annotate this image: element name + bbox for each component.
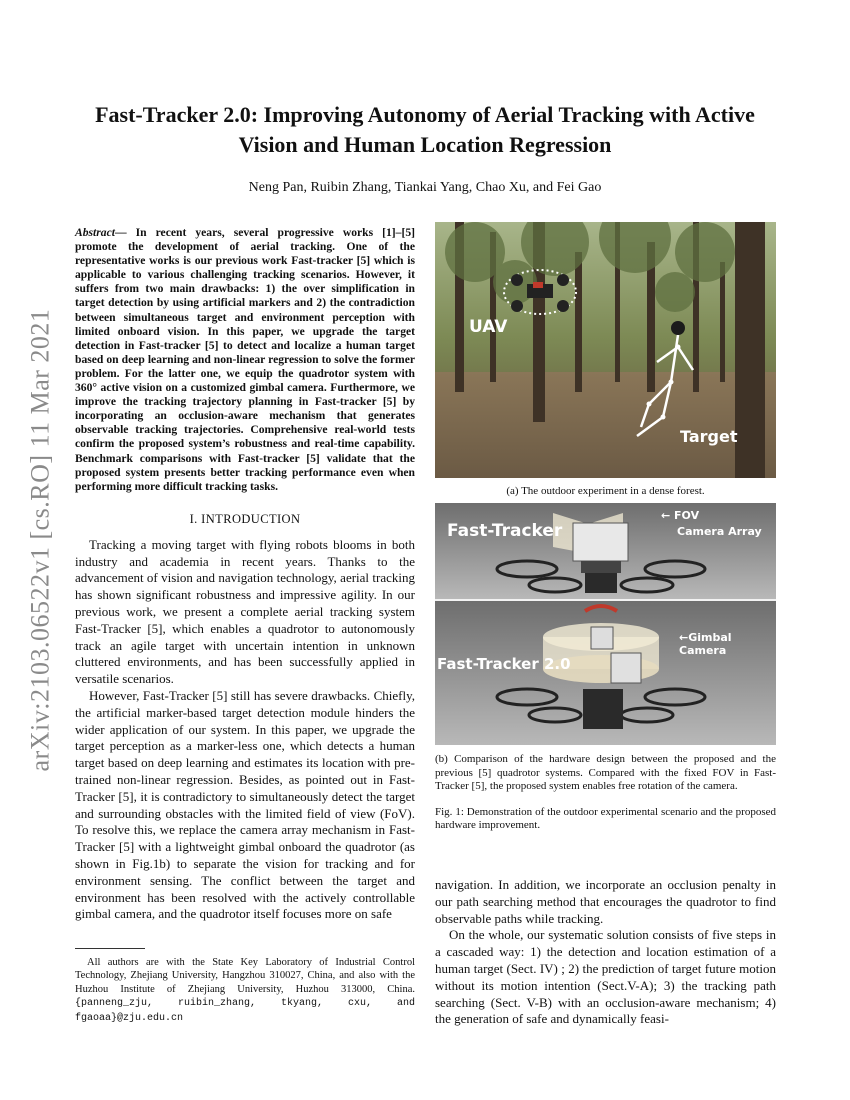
footnote-affiliation: All authors are with the State Key Laboratory of Industrial Control Technology, Zhejiang University, Hangzhou 310027, China, and also with the Huzhou Institute of Zhejiang University, Huzhou 313000, China. xyxy=(75,957,415,995)
intro-paragraph-2: However, Fast-Tracker [5] still has severe drawbacks. Chiefly, the artificial marker-based target detection module hinders the wider application of our system. In this paper, we upgrade the target perception as a marker-less one, which detects a human target based on deep learning and estimates its location with pre-trained non-linear regression. Besides, as pointed out in Fast-Tracker [5], it is contradictory to simultaneously detect the target and surrounding obstacles with the limited field of view (FoV). To resolve this, we replace the camera array mechanism in Fast-Tracker [5] with a lightweight gimbal onboard the quadrotor (as shown in Fig.1b) to separate the vision for tracking and for environment sensing. The conflict between the target and environment has been resolved with the actively controllable gimbal camera, and the quadrotor itself focuses more on safe xyxy=(75,687,415,922)
footnote-divider xyxy=(75,948,145,949)
paper-title-line-1: Fast-Tracker 2.0: Improving Autonomy of Aerial Tracking with Active xyxy=(95,102,755,127)
forest-experiment-photo xyxy=(435,222,776,478)
footnote-emails: {panneng_zju, ruibin_zhang, tkyang, cxu, and fgaoaa}@zju.edu.cn xyxy=(75,998,415,1024)
uav-label: UAV xyxy=(469,317,508,337)
fov-label: ← FOV xyxy=(661,509,700,522)
arxiv-identifier xyxy=(20,280,60,800)
intro-paragraph-1: Tracking a moving target with flying robots blooms in both industry and academia in recent years. Thanks to the advancement of vision and navigation technology, aerial tracking has shown significant robustness and impressive agility. In our previous work, we present a complete aerial tracking system Fast-Tracker [5], which enables a quadrotor to autonomously track an agile target with uncertain intention in unknown cluttered environments, and has been successfully applied in versatile scenarios. xyxy=(75,536,415,687)
abstract-body: — In recent years, several progressive works [1]–[5] promote the development of aerial tracking. One of the representative works is our previous work Fast-tracker [5] which is applicable to various challenging tracking scenarios. However, it suffers from two main drawbacks: 1) the over simplification in target detection by using artificial markers and 2) the contradiction between simultaneous target and environment perception with limited onboard vision. In this paper, we upgrade the target detection in Fast-tracker [5] to detect and localize a human target based on deep learning and non-linear regression to solve the former problem. For the latter one, we equip the quadrotor system with 360° active vision on a customized gimbal camera. Furthermore, we improve the tracking trajectory planning in Fast-tracker [5] by incorporating an occlusion-aware mechanism that generates observable tracking trajectories. Comprehensive real-world tests confirm the proposed system’s robustness and real-time capability. Benchmark comparisons with Fast-tracker [5] validate that the proposed system presents better tracking performance even when performing more difficult tracking tasks. xyxy=(75,226,415,493)
author-list: Neng Pan, Ruibin Zhang, Tiankai Yang, Chao Xu, and Fei Gao xyxy=(248,180,602,195)
right-paragraph-1: navigation. In addition, we incorporate an occlusion penalty in our path searching method that encourages the quadrotor to find observable paths while tracking. xyxy=(435,877,776,926)
gimbal-camera-label: ←Gimbal Camera xyxy=(679,631,732,657)
right-paragraph-2: On the whole, our systematic solution consists of five steps in a cascaded way: 1) the detection and location estimation of a human target (Sect. IV) ; 2) the prediction of target future motion without its motion intention (Sect.V-A); 3) the tracking path searching (Sect. V-B) with an occlusion-aware mechanism; 4) the generation of safe and dynamically feasi- xyxy=(435,927,776,1027)
figure-1-caption: Fig. 1: Demonstration of the outdoor experimental scenario and the proposed hardware improvement. xyxy=(435,805,776,832)
author-affiliation-footnote xyxy=(75,956,415,1025)
fast-tracker-label: Fast-Tracker xyxy=(447,521,563,541)
paper-title xyxy=(70,100,780,160)
arxiv-identifier-text: arXiv:2103.06522v1 [cs.RO] 11 Mar 2021 xyxy=(25,308,54,772)
fast-tracker-2-label: Fast-Tracker 2.0 xyxy=(437,655,571,673)
abstract xyxy=(75,226,415,494)
abstract-label: Abstract xyxy=(75,226,115,239)
target-label: Target xyxy=(680,427,738,446)
right-column-text xyxy=(435,877,776,1028)
left-column xyxy=(75,226,415,923)
subcaption-b: (b) Comparison of the hardware design between the proposed and the previous [5] quadrotor systems. Compared with the fixed FOV in Fast-Tracker [5], the proposed system enables free rotation of the camera. xyxy=(435,753,776,793)
camera-array-label: Camera Array xyxy=(677,525,762,538)
section-heading-introduction: I. INTRODUCTION xyxy=(189,511,301,526)
subcaption-a: (a) The outdoor experiment in a dense forest. xyxy=(506,485,705,497)
paper-title-line-2: Vision and Human Location Regression xyxy=(238,132,612,157)
hardware-comparison-image xyxy=(435,503,776,745)
figure-1 xyxy=(435,222,776,833)
